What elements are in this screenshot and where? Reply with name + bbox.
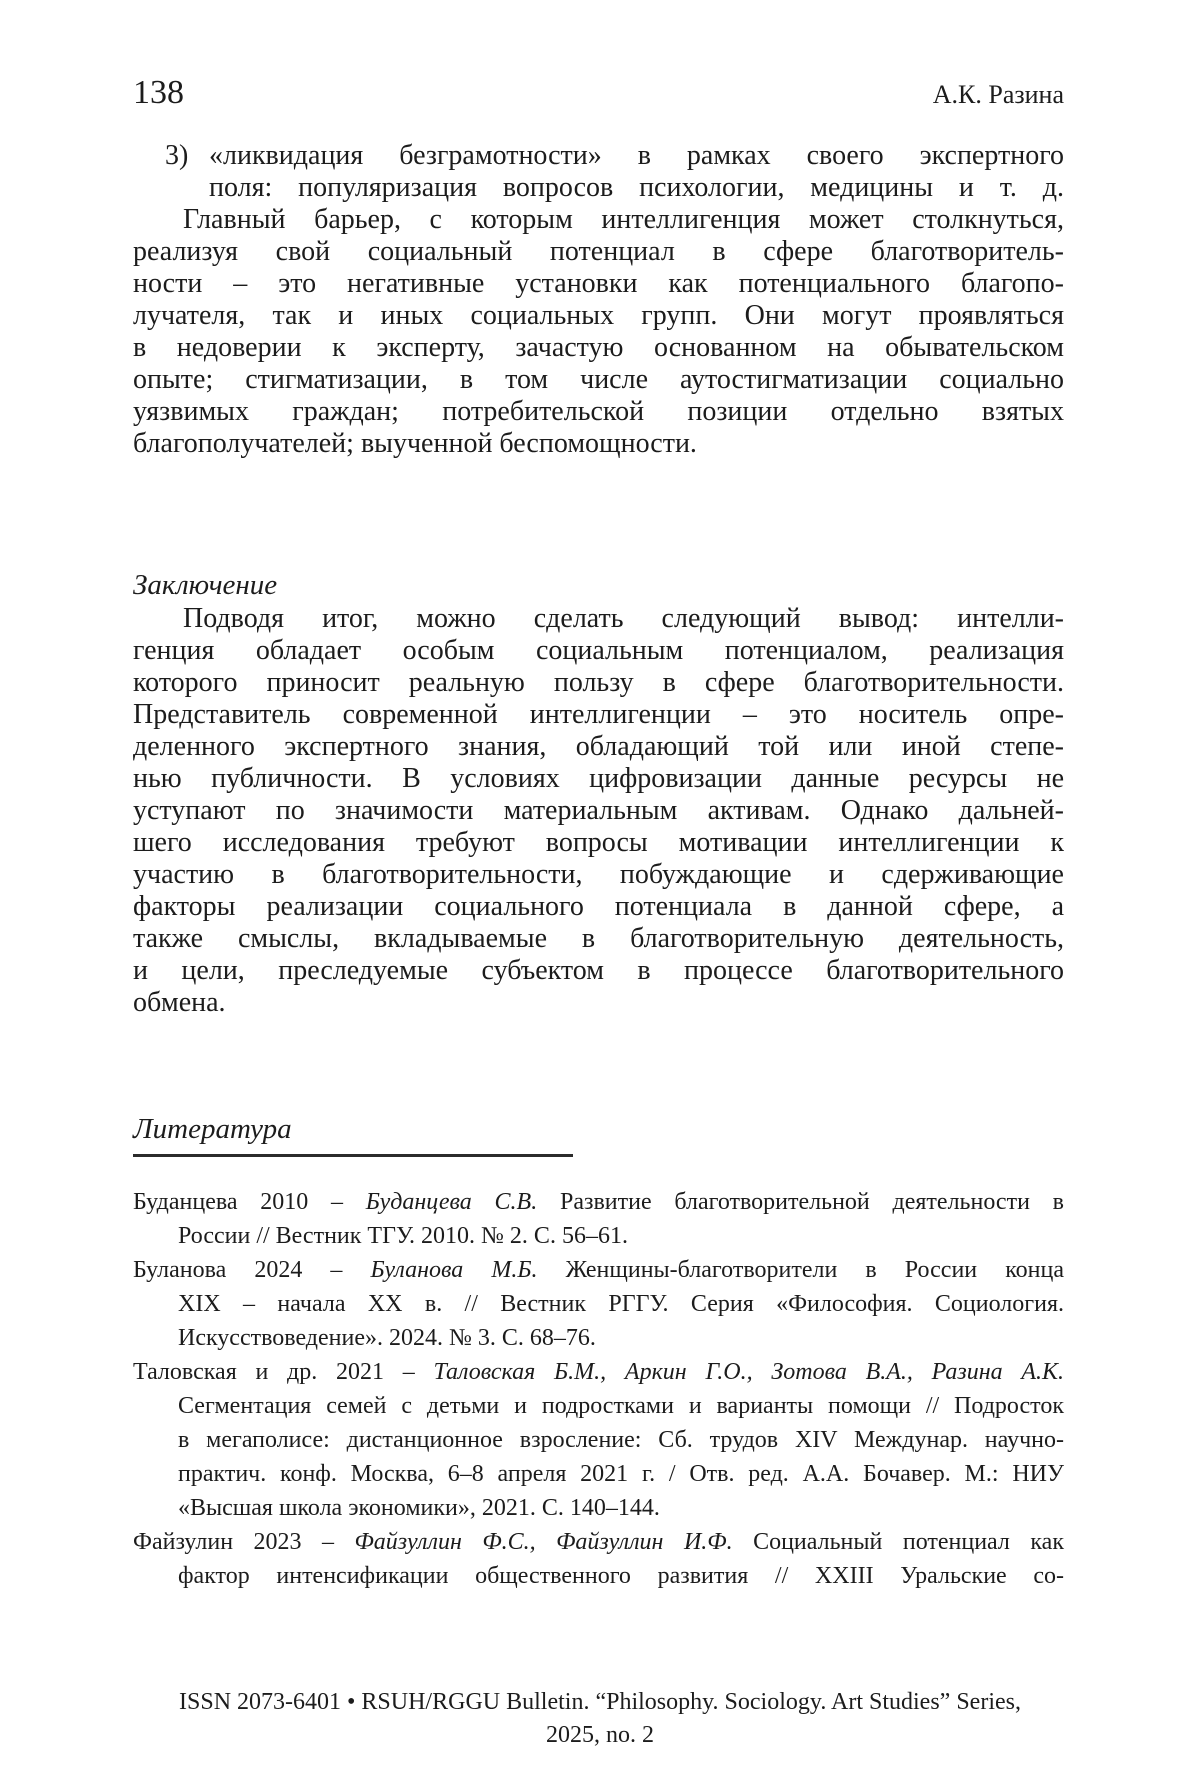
text-segment: шего исследования требуют вопросы мотивации интеллигенции к (133, 827, 1064, 858)
text-segment: Файзулин 2023 – (133, 1529, 355, 1555)
text-segment: уступают по значимости материальным активам. Однако дальней- (133, 795, 1064, 826)
text-segment: реализуя свой социальный потенциал в сфере благотворитель- (133, 236, 1064, 267)
text-line (133, 1389, 1064, 1423)
text-segment: участию в благотворительности, побуждающие и сдерживающие (133, 859, 1064, 890)
list-item-text (209, 140, 1064, 204)
list-item-marker: 3) (165, 140, 189, 171)
text-segment: Главный барьер, с которым интеллигенция может столкнуться, (183, 204, 1064, 235)
text-segment: благополучателей; выученной беспомощности. (133, 428, 697, 459)
text-segment: ности – это негативные установки как потенциального благопо- (133, 268, 1064, 299)
text-line (133, 428, 1064, 460)
text-segment: опыте; стигматизации, в том числе аутостигматизации социально (133, 364, 1064, 395)
text-line (133, 923, 1064, 955)
text-line (133, 332, 1064, 364)
text-segment: и цели, преследуемые субъектом в процессе благотворительного (133, 955, 1064, 986)
text-segment: нью публичности. В условиях цифровизации данные ресурсы не (133, 763, 1064, 794)
text-segment: Буданцева 2010 – (133, 1189, 366, 1215)
text-line (133, 364, 1064, 396)
text-segment: в мегаполисе: дистанционное взросление: Сб. трудов XIV Междунар. научно- (178, 1427, 1064, 1453)
text-line (133, 603, 1064, 635)
paragraph-barrier (133, 204, 1064, 460)
text-segment: также смыслы, вкладываемые в благотворительную деятельность, (133, 923, 1064, 954)
text-segment: генция обладает особым социальным потенциалом, реализация (133, 635, 1064, 666)
text-line (133, 635, 1064, 667)
running-head-author: А.К. Разина (932, 80, 1064, 109)
text-line (133, 1355, 1064, 1389)
text-line (133, 1287, 1064, 1321)
text-line (133, 859, 1064, 891)
text-line (133, 1491, 1064, 1525)
text-line (133, 667, 1064, 699)
text-line (133, 955, 1064, 987)
reference-entry (133, 1185, 1064, 1253)
text-line (133, 1457, 1064, 1491)
reference-authors-italic: Файзуллин Ф.С., Файзуллин И.Ф. (354, 1529, 733, 1555)
text-line (133, 1219, 1064, 1253)
text-line (133, 1253, 1064, 1287)
text-segment: практич. конф. Москва, 6–8 апреля 2021 г. / Отв. ред. А.А. Бочавер. М.: НИУ (178, 1461, 1064, 1487)
text-segment: в недоверии к эксперту, зачастую основанном на обывательском (133, 332, 1064, 363)
reference-authors-italic: Буланова М.Б. (370, 1257, 538, 1283)
text-segment: которого приносит реальную пользу в сфере благотворительности. (133, 667, 1064, 698)
paragraph-conclusion (133, 603, 1064, 1019)
text-segment: Таловская и др. 2021 – (133, 1359, 434, 1385)
text-line (133, 987, 1064, 1019)
page-number: 138 (133, 74, 184, 111)
text-segment: поля: популяризация вопросов психологии, медицины и т. д. (209, 172, 1064, 203)
text-segment: обмена. (133, 987, 226, 1018)
text-segment: России // Вестник ТГУ. 2010. № 2. С. 56–61. (178, 1223, 628, 1249)
section-heading-conclusion: Заключение (133, 569, 278, 601)
text-segment: Искусствоведение». 2024. № 3. С. 68–76. (178, 1325, 596, 1351)
text-line (133, 268, 1064, 300)
reference-entry (133, 1525, 1064, 1593)
text-segment: Буланова 2024 – (133, 1257, 371, 1283)
text-line (133, 1559, 1064, 1593)
text-line (133, 763, 1064, 795)
footer-issue-line: 2025, no. 2 (546, 1722, 654, 1748)
text-segment: «Высшая школа экономики», 2021. С. 140–144. (178, 1495, 660, 1521)
text-line (209, 140, 1064, 172)
text-line (133, 204, 1064, 236)
text-line (133, 795, 1064, 827)
text-segment: факторы реализации социального потенциала в данной сфере, а (133, 891, 1064, 922)
references-underline-rule (133, 1154, 573, 1157)
text-segment: фактор интенсификации общественного развития // XXIII Уральские со- (178, 1563, 1064, 1589)
text-line (133, 1185, 1064, 1219)
reference-authors-italic: Буданцева С.В. (365, 1189, 538, 1215)
text-line (133, 1423, 1064, 1457)
text-line (133, 1321, 1064, 1355)
text-line (133, 1525, 1064, 1559)
page-footer (0, 1686, 1200, 1752)
text-line (133, 699, 1064, 731)
text-segment: лучателя, так и иных социальных групп. Они могут проявляться (133, 300, 1064, 331)
text-segment: Сегментация семей с детьми и подростками и варианты помощи // Подросток (178, 1393, 1064, 1419)
text-segment: XIX – начала XX в. // Вестник РГГУ. Серия «Философия. Социология. (178, 1291, 1064, 1317)
text-segment: Социальный потенциал как (732, 1529, 1064, 1555)
reference-entry (133, 1355, 1064, 1525)
text-line (133, 827, 1064, 859)
text-segment: Представитель современной интеллигенции – это носитель опре- (133, 699, 1064, 730)
text-line (133, 731, 1064, 763)
text-line (133, 236, 1064, 268)
text-line (133, 396, 1064, 428)
reference-authors-italic: Таловская Б.М., Аркин Г.О., Зотова В.А., Разина А.К. (433, 1359, 1064, 1385)
reference-entry (133, 1253, 1064, 1355)
text-segment: деленного экспертного знания, обладающий той или иной степе- (133, 731, 1064, 762)
page-header (133, 74, 1064, 114)
text-segment: Подводя итог, можно сделать следующий вывод: интелли- (183, 603, 1064, 634)
numbered-list-item-3 (133, 140, 1064, 204)
references-list (133, 1185, 1064, 1593)
text-line (133, 300, 1064, 332)
section-heading-references: Литература (133, 1113, 292, 1145)
footer-issn-line: ISSN 2073-6401 • RSUH/RGGU Bulletin. “Philosophy. Sociology. Art Studies” Series, (179, 1689, 1021, 1715)
text-segment: Развитие благотворительной деятельности в (537, 1189, 1064, 1215)
text-segment: «ликвидация безграмотности» в рамках своего экспертного (209, 140, 1064, 171)
text-line (133, 891, 1064, 923)
text-line (209, 172, 1064, 204)
text-segment: Женщины-благотворители в России конца (537, 1257, 1064, 1283)
text-segment: уязвимых граждан; потребительской позиции отдельно взятых (133, 396, 1064, 427)
